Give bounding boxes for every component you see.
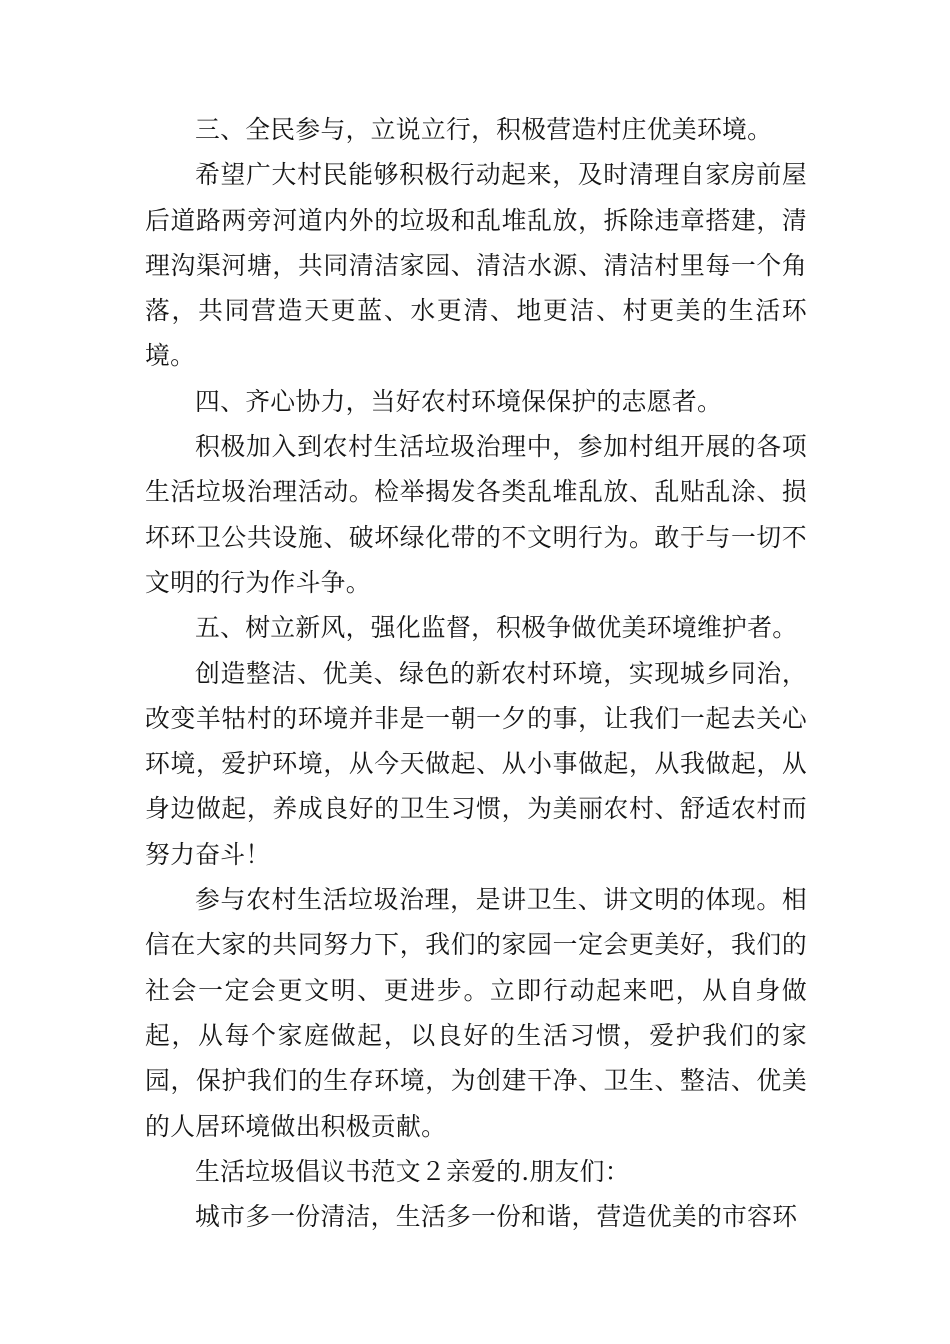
paragraph: 积极加入到农村生活垃圾治理中，参加村组开展的各项生活垃圾治理活动。检举揭发各类乱堆乱放、乱贴乱涂、损坏环卫公共设施、破坏绿化带的不文明行为。敢于与一切不文明的行为作斗争。 [145, 432, 807, 597]
paragraph-heading-3: 三、全民参与，立说立行，积极营造村庄优美环境。 [195, 115, 773, 144]
paragraph-heading-5: 五、树立新风，强化监督，积极争做优美环境维护者。 [195, 613, 798, 643]
paragraph-section-title: 生活垃圾倡议书范文２亲爱的.朋友们： [195, 1156, 630, 1186]
paragraph: 创造整洁、优美、绿色的新农村环境，实现城乡同治，改变羊牯村的环境并非是一朝一夕的事，让我们一起去关心环境，爱护环境，从今天做起、从小事做起，从我做起，从身边做起，养成良好的卫生习惯，为美丽农村、舒适农村而努力奋斗！ [145, 658, 807, 869]
paragraph: 参与农村生活垃圾治理，是讲卫生、讲文明的体现。相信在大家的共同努力下，我们的家园一定会更美好，我们的社会一定会更文明、更进步。立即行动起来吧，从自身做起，从每个家庭做起，以良好的生活习惯，爱护我们的家园，保护我们的生存环境，为创建干净、卫生、整洁、优美的人居环境做出积极贡献。 [145, 885, 807, 1141]
paragraph-heading-4: 四、齐心协力，当好农村环境保保护的志愿者。 [195, 386, 723, 416]
paragraph: 城市多一份清洁，生活多一份和谐，营造优美的市容环 [195, 1202, 798, 1232]
paragraph: 希望广大村民能够积极行动起来，及时清理自家房前屋后道路两旁河道内外的垃圾和乱堆乱放，拆除违章搭建，清理沟渠河塘，共同清洁家园、清洁水源、清洁村里每一个角落，共同营造天更蓝、水更清、地更洁、村更美的生活环境。 [145, 160, 807, 371]
document-body [145, 107, 807, 1239]
